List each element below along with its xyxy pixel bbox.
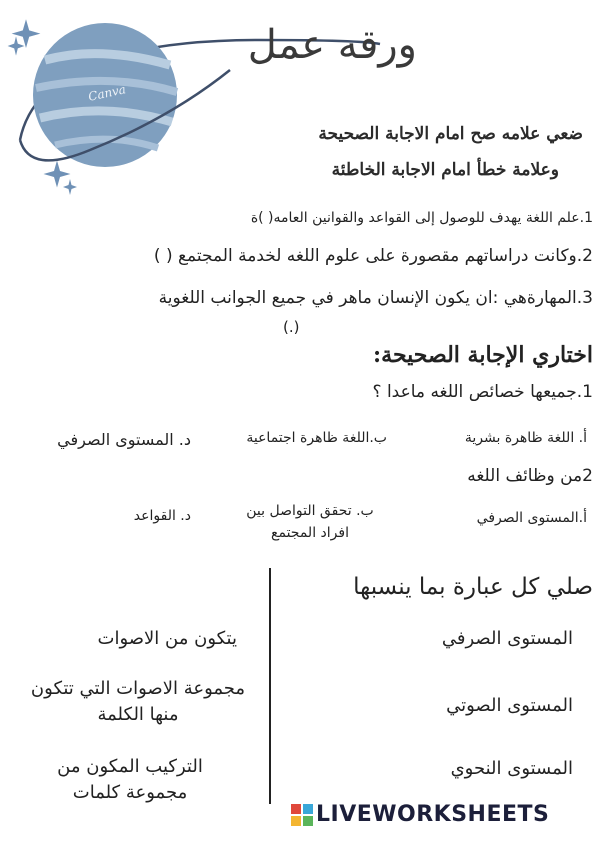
mcq-question-2: 2من وظائف اللغه — [467, 466, 593, 486]
mcq-1-option-a[interactable]: أ. اللغة ظاهرة بشرية — [464, 430, 587, 446]
mcq-2-option-b[interactable]: ب. تحقق التواصل بين افراد المجتمع — [246, 503, 374, 541]
tf-statement-3: 3.المهارةهي :ان يكون الإنسان ماهر في جميع الجوانب اللغوية — [158, 288, 593, 308]
match-definition-2[interactable]: مجموعة الاصوات التي تتكون منها الكلمة — [30, 678, 246, 725]
tf-statement-2: 2.وكانت دراساتهم مقصورة على علوم اللغه لخدمة المجتمع ( ) — [153, 246, 593, 266]
tf-statement-3-answer: (.) — [283, 318, 300, 336]
mcq-1-option-d[interactable]: د. المستوى الصرفي — [57, 430, 191, 449]
matching-heading: صلي كل عبارة بما ينسبها — [353, 574, 593, 600]
liveworksheets-logo-icon — [291, 804, 313, 826]
instruction-line-2: وعلامة خطأ امام الاجابة الخاطئة — [331, 160, 559, 180]
tf-statement-1: 1.علم اللغة يهدف للوصول إلى القواعد والقوانين العامه( )ة — [250, 210, 593, 226]
match-term-1[interactable]: المستوى الصرفي — [441, 628, 573, 649]
mcq-1-option-b[interactable]: ب.اللغة ظاهرة اجتماعية — [246, 430, 387, 446]
matching-divider — [269, 568, 271, 804]
match-term-2[interactable]: المستوى الصوتي — [446, 695, 573, 716]
mcq-question-1: 1.جميعها خصائص اللغه ماعدا ؟ — [372, 382, 593, 402]
mcq-2-option-a[interactable]: أ.المستوى الصرفي — [476, 510, 587, 526]
page-title: ورقه عمل — [247, 22, 417, 68]
mcq-2-option-d[interactable]: د. القواعد — [133, 508, 191, 524]
match-definition-1[interactable]: يتكون من الاصوات — [97, 628, 237, 649]
match-definition-3[interactable]: التركيب المكون من مجموعة كلمات — [57, 756, 203, 803]
instruction-line-1: ضعي علامه صح امام الاجابة الصحيحة — [318, 124, 583, 144]
match-term-3[interactable]: المستوى النحوي — [450, 758, 573, 779]
mcq-heading: اختاري الإجابة الصحيحة: — [373, 342, 593, 368]
liveworksheets-logo[interactable]: LIVEWORKSHEETS — [316, 802, 550, 827]
planet-lettering: Canva — [86, 82, 128, 104]
